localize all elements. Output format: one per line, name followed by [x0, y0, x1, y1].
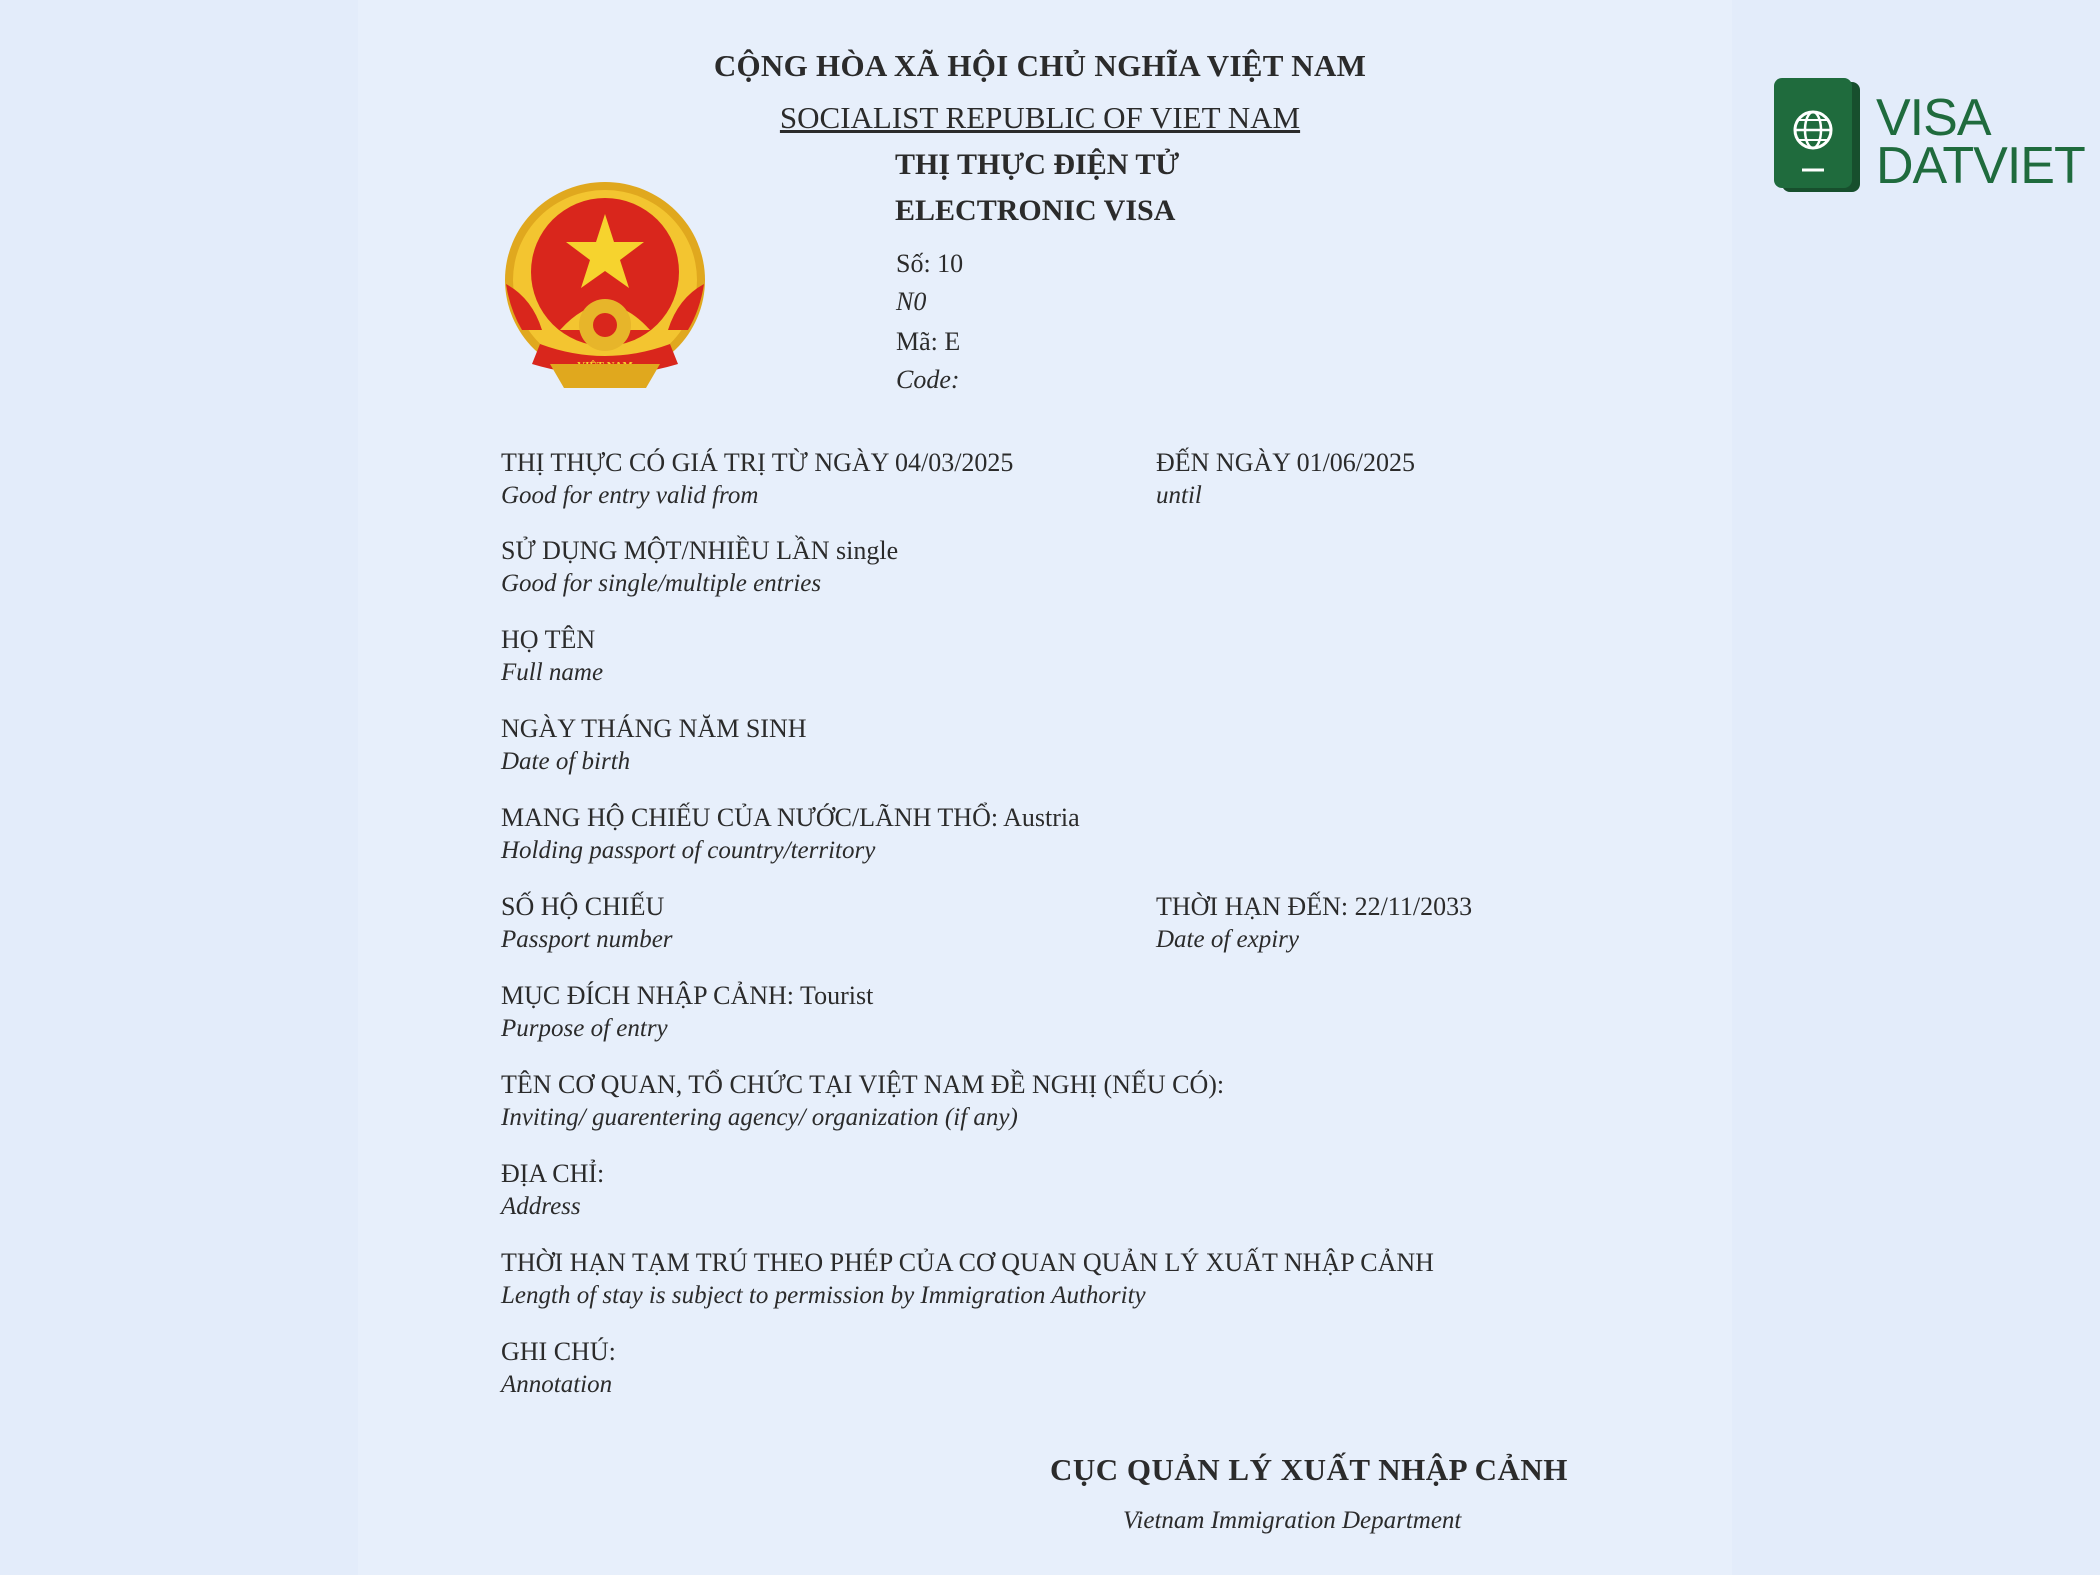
dob-label-vn: NGÀY THÁNG NĂM SINH [501, 714, 807, 743]
doc-title-en: ELECTRONIC VISA [895, 194, 1176, 227]
full-name-label-vn: HỌ TÊN [501, 625, 596, 654]
visa-number-vn: Số: 10 [896, 249, 964, 278]
field-valid-until [1156, 448, 1415, 510]
field-passport-expiry [1156, 892, 1472, 954]
field-purpose [501, 981, 873, 1043]
field-length-of-stay [501, 1248, 1434, 1310]
passport-icon [1772, 76, 1862, 194]
stay-label-vn: THỜI HẠN TẠM TRÚ THEO PHÉP CỦA CƠ QUAN QUẢN LÝ XUẤT NHẬP CẢNH [501, 1248, 1434, 1277]
purpose-label-vn: MỤC ĐÍCH NHẬP CẢNH: Tourist [501, 981, 874, 1010]
annotation-label-en: Annotation [501, 1371, 613, 1398]
entries-label-en: Good for single/multiple entries [501, 570, 822, 597]
doc-title-vn: THỊ THỰC ĐIỆN TỬ [895, 148, 1180, 181]
field-address [501, 1159, 604, 1221]
address-label-en: Address [501, 1193, 581, 1220]
address-label-vn: ĐỊA CHỈ: [501, 1159, 605, 1188]
visa-code-vn: Mã: E [896, 327, 961, 356]
valid-from-label-en: Good for entry valid from [501, 482, 759, 509]
dob-label-en: Date of birth [501, 748, 631, 775]
visa-code-en: Code: [896, 365, 960, 394]
purpose-label-en: Purpose of entry [501, 1015, 668, 1042]
passport-country-label-en: Holding passport of country/territory [501, 837, 876, 864]
entries-label-vn: SỬ DỤNG MỘT/NHIỀU LẦN single [501, 536, 899, 565]
country-title-en: SOCIALIST REPUBLIC OF VIET NAM [779, 100, 1301, 135]
visa-datviet-logo [1772, 76, 2085, 196]
field-entries [501, 536, 898, 598]
field-date-of-birth [501, 714, 807, 776]
issuer-name-en: Vietnam Immigration Department [1123, 1507, 1462, 1534]
field-passport-number [501, 892, 673, 954]
expiry-label-vn: THỜI HẠN ĐẾN: 22/11/2033 [1156, 892, 1473, 921]
visa-number-en: N0 [896, 287, 927, 316]
field-agency [501, 1070, 1224, 1132]
country-title-vn: CỘNG HÒA XÃ HỘI CHỦ NGHĨA VIỆT NAM [713, 48, 1367, 83]
agency-label-en: Inviting/ guarentering agency/ organization (if any) [501, 1104, 1018, 1131]
field-full-name [501, 625, 603, 687]
logo-text-visa: VISA [1876, 89, 1991, 147]
passport-number-label-vn: SỐ HỘ CHIẾU [501, 892, 665, 921]
valid-until-label-vn: ĐẾN NGÀY 01/06/2025 [1156, 448, 1416, 477]
field-annotation [501, 1337, 616, 1399]
full-name-label-en: Full name [501, 659, 604, 686]
valid-until-label-en: until [1156, 482, 1202, 509]
stay-label-en: Length of stay is subject to permission by Immigration Authority [501, 1282, 1146, 1309]
valid-from-label-vn: THỊ THỰC CÓ GIÁ TRỊ TỪ NGÀY 04/03/2025 [501, 448, 1014, 477]
annotation-label-vn: GHI CHÚ: [501, 1337, 616, 1366]
expiry-label-en: Date of expiry [1156, 926, 1300, 953]
field-passport-country [501, 803, 1080, 865]
field-valid-from [501, 448, 1013, 510]
logo-text-datviet: DATVIET [1876, 137, 2085, 195]
agency-label-vn: TÊN CƠ QUAN, TỔ CHỨC TẠI VIỆT NAM ĐỀ NGHỊ (NẾU CÓ): [501, 1070, 1225, 1099]
passport-country-label-vn: MANG HỘ CHIẾU CỦA NƯỚC/LÃNH THỔ: Austria [501, 803, 1080, 832]
issuer-name-vn: CỤC QUẢN LÝ XUẤT NHẬP CẢNH [1050, 1452, 1568, 1487]
national-emblem-icon [502, 180, 708, 390]
passport-number-label-en: Passport number [501, 926, 673, 953]
